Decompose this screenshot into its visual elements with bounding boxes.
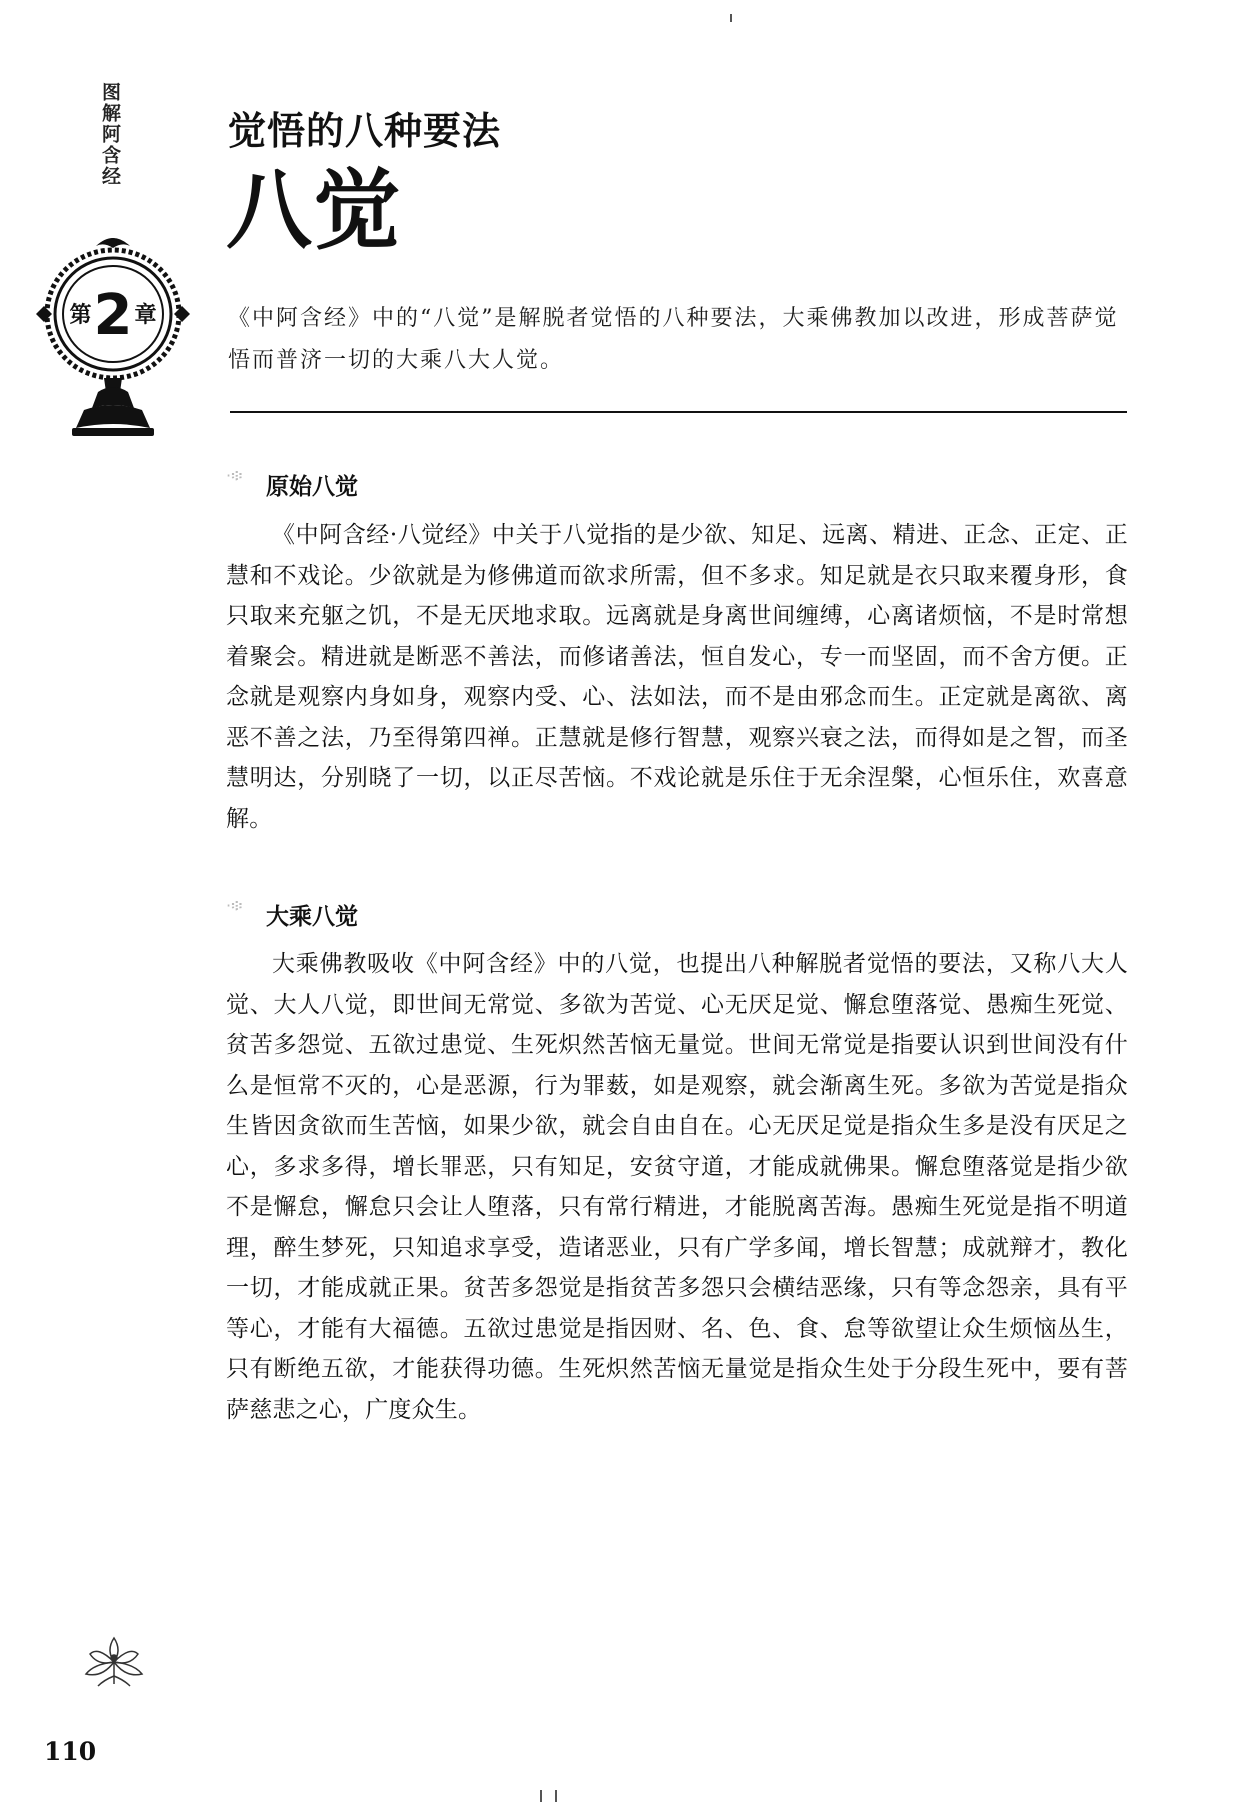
scan-speck [555,1790,557,1802]
divider-rule [230,411,1127,413]
heading-bullet-icon: ·፨ [226,466,243,485]
book-title-vertical: 图解阿含经 [99,82,121,187]
body-paragraph-original: 《中阿含经·八觉经》中关于八觉指的是少欲、知足、远离、精进、正念、正定、正慧和不戏论。少欲就是为修佛道而欲求所需，但不多求。知足就是衣只取来覆身形，食只取来充躯之饥，不是无厌地求取。远离就是身离世间缠缚，心离诸烦恼，不是时常想着聚会。精进就是断恶不善法，而修诸善法，恒自发心，专一而坚固，而不舍方便。正念就是观察内身如身，观察内受、心、法如法，而不是由邪念而生。正定就是离欲、离恶不善之法，乃至得第四禅。正慧就是修行智慧，观察兴衰之法，而得如是之智，而圣慧明达，分别晓了一切，以正尽苦恼。不戏论就是乐住于无余涅槃，心恒乐住，欢喜意解。 [226,522,1128,832]
sub-heading-mahayana: 大乘八觉 [266,904,358,930]
chapter-badge-icon [34,232,192,442]
chapter-prefix: 第 [69,303,92,328]
intro-paragraph: 《中阿含经》中的“八觉”是解脱者觉悟的八种要法，大乘佛教加以改进，形成菩萨觉悟而普济一切的大乘八大人觉。 [228,306,1119,373]
body-paragraph-mahayana: 大乘佛教吸收《中阿含经》中的八觉，也提出八种解脱者觉悟的要法，又称八大人觉、大人八觉，即世间无常觉、多欲为苦觉、心无厌足觉、懈怠堕落觉、愚痴生死觉、贫苦多怨觉、五欲过患觉、生死炽然苦恼无量觉。世间无常觉是指要认识到世间没有什么是恒常不灭的，心是恶源，行为罪薮，如是观察，就会渐离生死。多欲为苦觉是指众生皆因贪欲而生苦恼，如果少欲，就会自由自在。心无厌足觉是指众生多是没有厌足之心，多求多得，增长罪恶，只有知足，安贫守道，才能成就佛果。懈怠堕落觉是指少欲不是懈怠，懈怠只会让人堕落，只有常行精进，才能脱离苦海。愚痴生死觉是指不明道理，醉生梦死，只知追求享受，造诸恶业，只有广学多闻，增长智慧；成就辩才，教化一切，才能成就正果。贫苦多怨觉是指贫苦多怨只会横结恶缘，只有等念怨亲，具有平等心，才能有大福德。五欲过患觉是指因财、名、色、食、怠等欲望让众生烦恼丛生，只有断绝五欲，才能获得功德。生死炽然苦恼无量觉是指众生处于分段生死中，要有菩萨慈悲之心，广度众生。 [226,951,1128,1423]
sub-heading-original: 原始八觉 [266,474,358,500]
chapter-suffix: 章 [134,303,157,328]
section-kicker: 觉悟的八种要法 [228,109,502,153]
heading-bullet-icon: ·፨ [226,896,243,915]
section-title: 八觉 [226,161,402,261]
scan-speck [730,14,732,22]
page-number: 110 [44,1737,97,1766]
scan-speck [540,1790,542,1802]
chapter-number: 2 [93,283,133,348]
lotus-flower-icon [76,1632,152,1690]
